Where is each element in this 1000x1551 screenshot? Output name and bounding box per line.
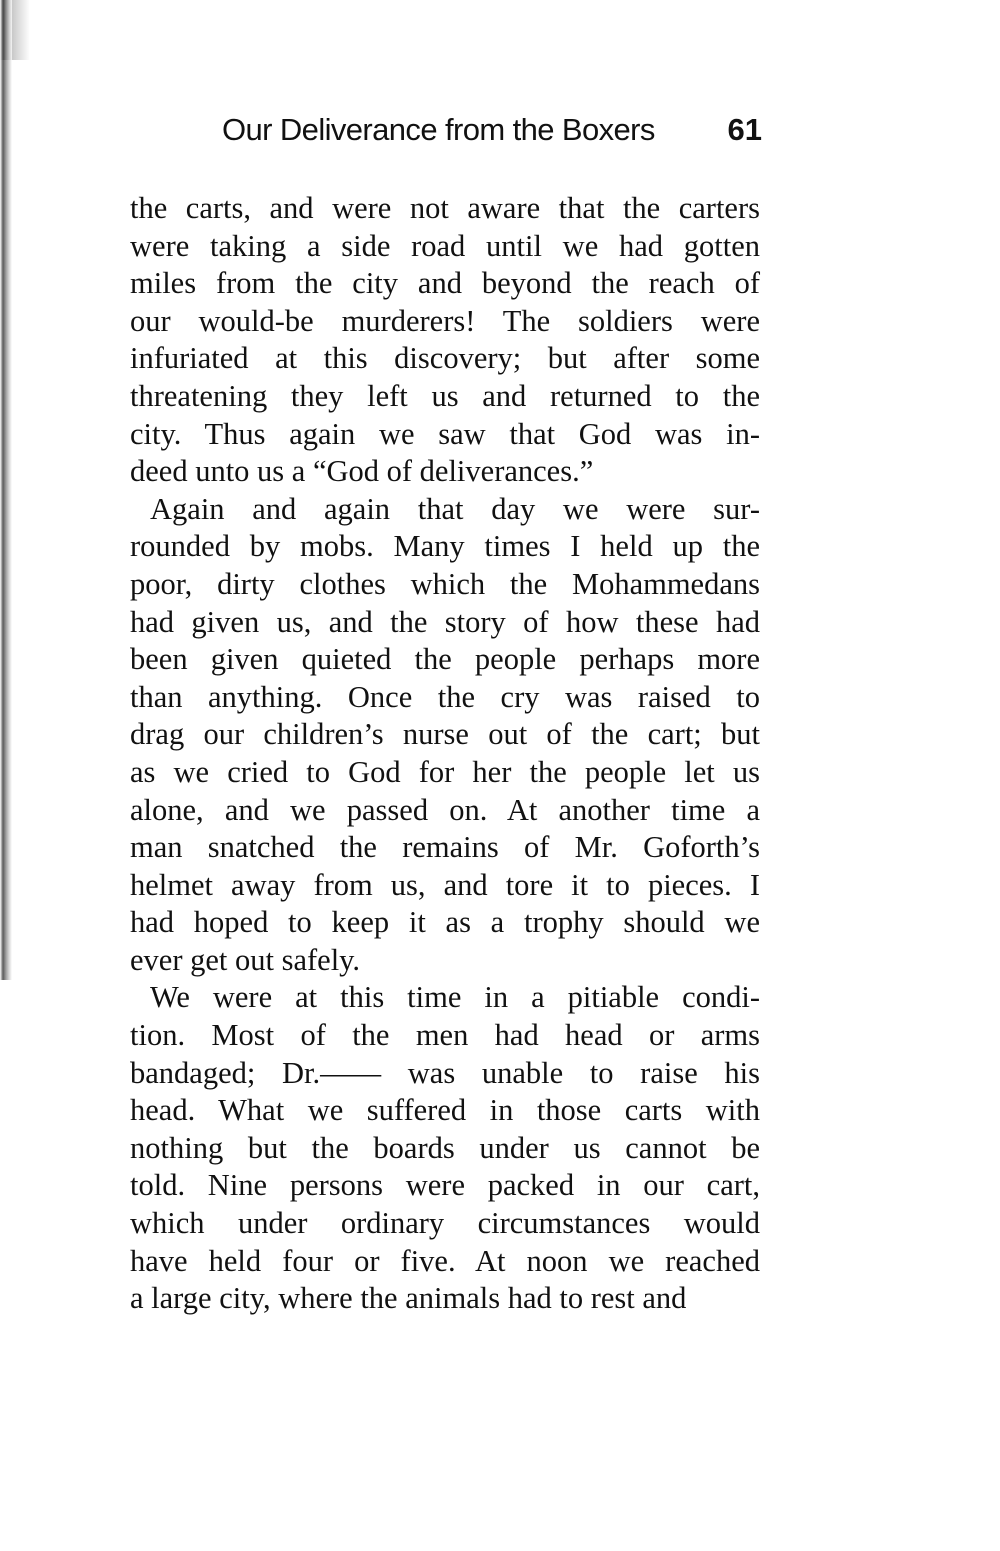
running-title: Our Deliverance from the Boxers bbox=[222, 112, 655, 147]
text-line: have held four or five. At noon we reached bbox=[130, 1243, 760, 1278]
text-line: infuriated at this discovery; but after some bbox=[130, 341, 760, 376]
text-line: drag our children’s nurse out of the cart; but bbox=[130, 717, 760, 752]
text-line: Again and again that day we were sur- bbox=[150, 491, 760, 526]
text-line: threatening they left us and returned to the bbox=[130, 378, 760, 413]
body-text bbox=[130, 190, 760, 1318]
text-line: alone, and we passed on. At another time a bbox=[130, 792, 760, 827]
text-line: as we cried to God for her the people let us bbox=[130, 754, 760, 789]
text-line: told. Nine persons were packed in our cart, bbox=[130, 1168, 760, 1203]
text-line: our would-be murderers! The soldiers were bbox=[130, 303, 760, 338]
text-line: been given quieted the people perhaps more bbox=[130, 642, 760, 677]
text-line: were taking a side road until we had gotten bbox=[130, 228, 760, 263]
text-line: than anything. Once the cry was raised to bbox=[130, 679, 760, 714]
text-line: had given us, and the story of how these had bbox=[130, 604, 760, 639]
text-line: rounded by mobs. Many times I held up the bbox=[130, 529, 760, 564]
text-line: bandaged; Dr.—— was unable to raise his bbox=[130, 1055, 760, 1090]
text-line: a large city, where the animals had to rest and bbox=[130, 1281, 687, 1316]
text-line: the carts, and were not aware that the carters bbox=[130, 191, 760, 225]
text-line: helmet away from us, and tore it to pieces. I bbox=[130, 867, 760, 902]
text-line: poor, dirty clothes which the Mohammedans bbox=[130, 566, 760, 601]
text-line: miles from the city and beyond the reach of bbox=[130, 266, 760, 301]
text-line: had hoped to keep it as a trophy should we bbox=[130, 905, 760, 940]
text-line: tion. Most of the men had head or arms bbox=[130, 1018, 760, 1053]
paragraph bbox=[130, 491, 760, 980]
text-line: nothing but the boards under us cannot be bbox=[130, 1130, 760, 1165]
text-line: city. Thus again we saw that God was in- bbox=[130, 416, 760, 451]
scan-binding-edge bbox=[0, 0, 12, 980]
text-line: man snatched the remains of Mr. Goforth’s bbox=[130, 830, 760, 865]
page-number: 61 bbox=[727, 112, 762, 147]
text-line: head. What we suffered in those carts with bbox=[130, 1093, 760, 1128]
paragraph bbox=[130, 190, 760, 491]
text-line: which under ordinary circumstances would bbox=[130, 1206, 760, 1241]
text-line: deed unto us a “God of deliverances.” bbox=[130, 454, 594, 489]
text-line: We were at this time in a pitiable condi- bbox=[150, 980, 760, 1015]
text-line: ever get out safely. bbox=[130, 942, 361, 977]
running-header bbox=[222, 112, 762, 156]
paragraph bbox=[130, 979, 760, 1317]
